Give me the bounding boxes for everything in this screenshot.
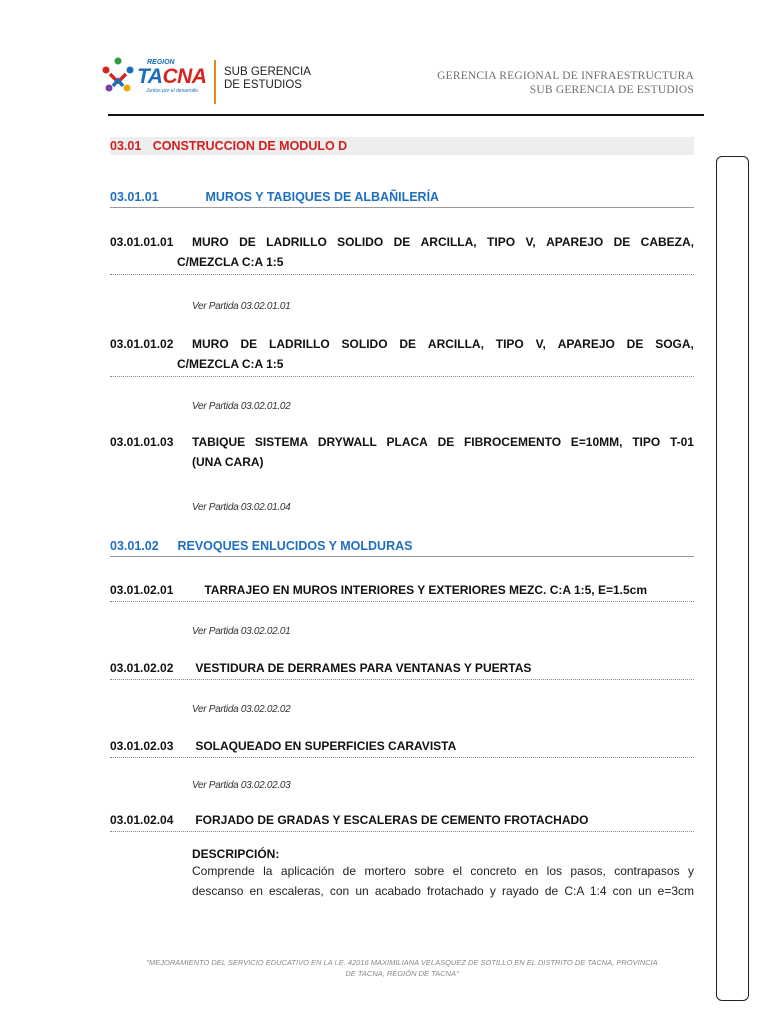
item-03-01-01-01: 03.01.01.01 MURO DE LADRILLO SOLIDO DE ARCILLA, TIPO V, APAREJO DE CABEZA, C/MEZCLA C:A 1:5	[110, 232, 694, 275]
logo-name-text: TACNA	[137, 65, 207, 88]
logo-mark-icon	[100, 56, 136, 96]
partida-reference: Ver Partida 03.02.02.02	[192, 704, 291, 715]
document-body	[110, 137, 694, 901]
scroll-frame[interactable]	[716, 156, 749, 1001]
sub-gerencia-label: SUB GERENCIA DE ESTUDIOS	[224, 66, 311, 91]
item-03-01-02-04: 03.01.02.04 FORJADO DE GRADAS Y ESCALERAS DE CEMENTO FROTACHADO	[110, 811, 694, 832]
item-03-01-02-01: 03.01.02.01 TARRAJEO EN MUROS INTERIORES Y EXTERIORES MEZC. C:A 1:5, E=1.5cm	[110, 581, 694, 602]
logo-region-text: REGION	[147, 59, 175, 66]
item-03-01-02-02: 03.01.02.02 VESTIDURA DE DERRAMES PARA VENTANAS Y PUERTAS	[110, 659, 694, 680]
item-title: MURO DE LADRILLO SOLIDO DE ARCILLA, TIPO V, APAREJO DE CABEZA,	[192, 235, 694, 249]
section-heading-muros: 03.01.01 MUROS Y TABIQUES DE ALBAÑILERÍA	[110, 188, 694, 208]
header-rule	[108, 114, 704, 116]
item-03-01-02-03: 03.01.02.03 SOLAQUEADO EN SUPERFICIES CARAVISTA	[110, 737, 694, 758]
item-title: MURO DE LADRILLO SOLIDO DE ARCILLA, TIPO V, APAREJO DE SOGA,	[192, 337, 694, 351]
item-03-01-01-03: 03.01.01.03 TABIQUE SISTEMA DRYWALL PLACA DE FIBROCEMENTO E=10MM, TIPO T-01 (UNA CARA)	[110, 432, 694, 474]
partida-reference: Ver Partida 03.02.02.01	[192, 626, 291, 637]
region-tacna-logo	[100, 54, 220, 108]
partida-reference: Ver Partida 03.02.01.02	[192, 401, 291, 412]
gerencia-heading: GERENCIA REGIONAL DE INFRAESTRUCTURA SUB GERENCIA DE ESTUDIOS	[437, 70, 694, 96]
project-footer: "MEJORAMIENTO DEL SERVICIO EDUCATIVO EN LA I.E. 42016 MAXIMILIANA VELASQUEZ DE SOTILLO EN EL DISTRITO DE TACNA, PROVINCIA DE TACNA, REGIÓN DE TACNA"	[146, 958, 658, 978]
partida-reference: Ver Partida 03.02.02.03	[192, 780, 291, 791]
logo-tagline: Juntos por el desarrollo	[146, 88, 198, 94]
main-title: 03.01 CONSTRUCCION DE MODULO D	[110, 137, 694, 155]
partida-reference: Ver Partida 03.02.01.01	[192, 301, 291, 312]
item-title: TABIQUE SISTEMA DRYWALL PLACA DE FIBROCEMENTO E=10MM, TIPO T-01	[192, 435, 694, 449]
description-title: DESCRIPCIÓN:	[192, 847, 280, 861]
item-03-01-01-02: 03.01.01.02 MURO DE LADRILLO SOLIDO DE ARCILLA, TIPO V, APAREJO DE SOGA, C/MEZCLA C:A 1:5	[110, 334, 694, 377]
logo-divider	[214, 60, 216, 104]
description-text: Comprende la aplicación de mortero sobre el concreto en los pasos, contrapasos y descanso en escaleras, con un acabado frotachado y rayado de C:A 1:4 con un e=3cm	[192, 864, 694, 898]
section-heading-revoques: 03.01.02 REVOQUES ENLUCIDOS Y MOLDURAS	[110, 537, 694, 557]
partida-reference: Ver Partida 03.02.01.04	[192, 502, 291, 513]
